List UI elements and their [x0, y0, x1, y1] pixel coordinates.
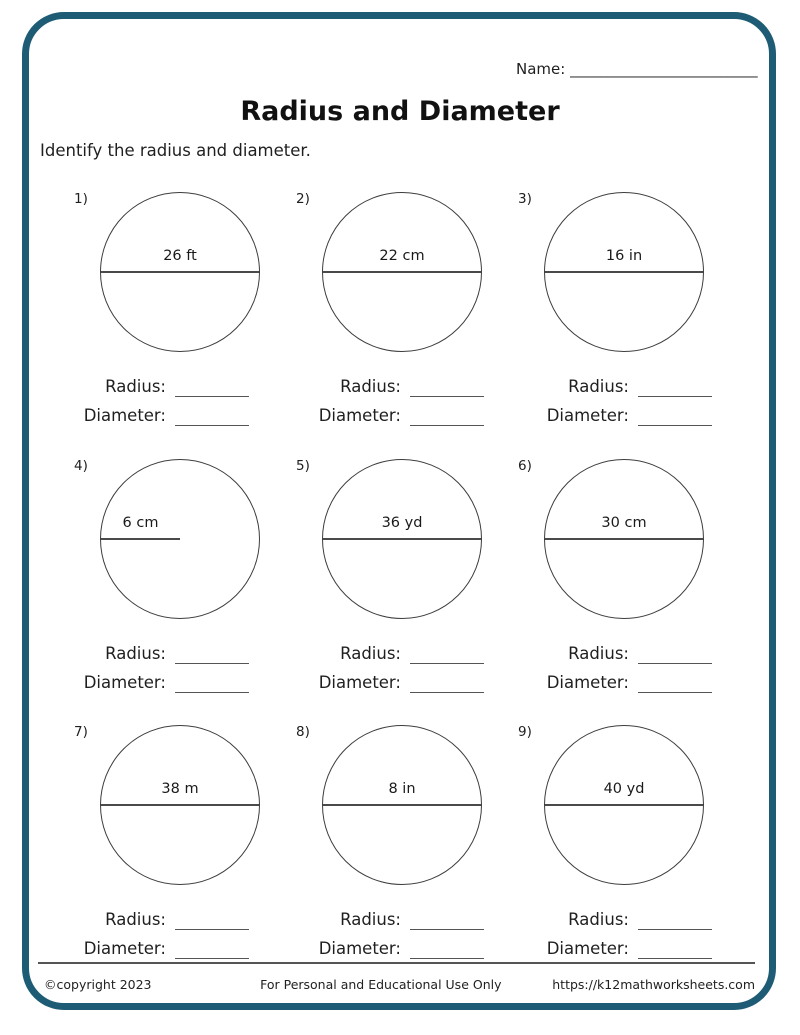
- radius-label: Radius:: [105, 377, 166, 396]
- diameter-line: [323, 538, 481, 540]
- problem-6: [514, 457, 746, 713]
- circle-diagram: [100, 192, 260, 352]
- radius-answer-blank[interactable]: [410, 376, 484, 397]
- radius-answer-row: [305, 643, 537, 664]
- radius-answer-row: [70, 376, 302, 397]
- problem-number: 6): [518, 458, 532, 474]
- answer-block: [514, 909, 765, 967]
- radius-label: Radius:: [340, 910, 401, 929]
- problem-number: 3): [518, 191, 532, 207]
- radius-answer-blank[interactable]: [638, 376, 712, 397]
- diameter-answer-blank[interactable]: [175, 405, 249, 426]
- diameter-line: [545, 804, 703, 806]
- problem-3: [514, 190, 746, 446]
- diameter-answer-row: [70, 672, 302, 693]
- usage-text: For Personal and Educational Use Only: [260, 977, 502, 992]
- diameter-answer-blank[interactable]: [638, 672, 712, 693]
- measurement-label: 40 yd: [603, 781, 645, 797]
- radius-answer-row: [70, 909, 302, 930]
- copyright-text: ©copyright 2023: [44, 977, 152, 992]
- radius-answer-blank[interactable]: [638, 909, 712, 930]
- diameter-answer-row: [70, 938, 302, 959]
- radius-label: Radius:: [568, 377, 629, 396]
- diameter-line: [545, 271, 703, 273]
- diameter-label: Diameter:: [83, 939, 166, 958]
- radius-answer-blank[interactable]: [175, 643, 249, 664]
- diameter-answer-blank[interactable]: [410, 672, 484, 693]
- circle-diagram: [322, 192, 482, 352]
- diameter-label: Diameter:: [83, 673, 166, 692]
- problem-number: 7): [74, 724, 88, 740]
- problem-number: 9): [518, 724, 532, 740]
- answer-block: [514, 376, 765, 434]
- radius-label: Radius:: [568, 910, 629, 929]
- problem-2: [292, 190, 524, 446]
- problem-5: [292, 457, 524, 713]
- radius-answer-row: [533, 909, 765, 930]
- diameter-label: Diameter:: [318, 673, 401, 692]
- measurement-label: 6 cm: [122, 515, 159, 531]
- radius-label: Radius:: [105, 644, 166, 663]
- circle-diagram: [544, 192, 704, 352]
- diameter-line: [101, 271, 259, 273]
- diameter-answer-blank[interactable]: [410, 405, 484, 426]
- diameter-line: [101, 804, 259, 806]
- answer-block: [292, 909, 537, 967]
- problem-number: 8): [296, 724, 310, 740]
- diameter-answer-row: [533, 405, 765, 426]
- radius-label: Radius:: [340, 644, 401, 663]
- circle-diagram: [544, 459, 704, 619]
- diameter-line: [323, 804, 481, 806]
- radius-label: Radius:: [340, 377, 401, 396]
- problem-number: 4): [74, 458, 88, 474]
- problem-7: [70, 723, 302, 979]
- radius-answer-blank[interactable]: [175, 376, 249, 397]
- problem-8: [292, 723, 524, 979]
- diameter-label: Diameter:: [318, 406, 401, 425]
- circle-diagram: [322, 459, 482, 619]
- radius-answer-blank[interactable]: [638, 643, 712, 664]
- radius-answer-blank[interactable]: [175, 909, 249, 930]
- name-label: Name:: [516, 60, 566, 78]
- radius-line: [101, 538, 180, 540]
- measurement-label: 8 in: [388, 781, 416, 797]
- diameter-answer-blank[interactable]: [638, 938, 712, 959]
- measurement-label: 30 cm: [601, 515, 647, 531]
- diameter-answer-blank[interactable]: [410, 938, 484, 959]
- circle-diagram: [544, 725, 704, 885]
- measurement-label: 38 m: [161, 781, 199, 797]
- name-field: [516, 60, 758, 78]
- diameter-line: [323, 271, 481, 273]
- measurement-label: 16 in: [605, 248, 643, 264]
- measurement-label: 26 ft: [163, 248, 197, 264]
- radius-answer-row: [533, 376, 765, 397]
- diameter-line: [545, 538, 703, 540]
- answer-block: [70, 376, 302, 434]
- answer-block: [292, 643, 537, 701]
- website-url: https://k12mathworksheets.com: [552, 977, 756, 992]
- problem-1: [70, 190, 302, 446]
- diameter-answer-row: [305, 672, 537, 693]
- radius-label: Radius:: [105, 910, 166, 929]
- diameter-label: Diameter:: [546, 939, 629, 958]
- footer: [44, 977, 755, 992]
- measurement-label: 36 yd: [381, 515, 423, 531]
- diameter-answer-row: [305, 938, 537, 959]
- diameter-answer-row: [305, 405, 537, 426]
- diameter-answer-row: [533, 938, 765, 959]
- radius-answer-row: [533, 643, 765, 664]
- diameter-label: Diameter:: [318, 939, 401, 958]
- problem-number: 5): [296, 458, 310, 474]
- circle-diagram: [322, 725, 482, 885]
- answer-block: [70, 909, 302, 967]
- circle-diagram: [100, 459, 260, 619]
- radius-answer-row: [305, 376, 537, 397]
- diameter-answer-row: [533, 672, 765, 693]
- radius-answer-row: [305, 909, 537, 930]
- problem-number: 2): [296, 191, 310, 207]
- radius-answer-row: [70, 643, 302, 664]
- diameter-label: Diameter:: [546, 406, 629, 425]
- answer-block: [70, 643, 302, 701]
- diameter-answer-blank[interactable]: [175, 672, 249, 693]
- instruction-text: Identify the radius and diameter.: [40, 141, 311, 160]
- radius-label: Radius:: [568, 644, 629, 663]
- problem-number: 1): [74, 191, 88, 207]
- answer-block: [514, 643, 765, 701]
- radius-answer-blank[interactable]: [410, 909, 484, 930]
- answer-block: [292, 376, 537, 434]
- name-blank-line[interactable]: _________________________: [570, 60, 758, 78]
- diameter-label: Diameter:: [546, 673, 629, 692]
- diameter-answer-row: [70, 405, 302, 426]
- diameter-answer-blank[interactable]: [638, 405, 712, 426]
- diameter-label: Diameter:: [83, 406, 166, 425]
- problem-9: [514, 723, 746, 979]
- footer-divider: [38, 962, 755, 964]
- page-title: Radius and Diameter: [240, 96, 560, 127]
- diameter-answer-blank[interactable]: [175, 938, 249, 959]
- radius-answer-blank[interactable]: [410, 643, 484, 664]
- problem-4: [70, 457, 302, 713]
- circle-diagram: [100, 725, 260, 885]
- measurement-label: 22 cm: [379, 248, 425, 264]
